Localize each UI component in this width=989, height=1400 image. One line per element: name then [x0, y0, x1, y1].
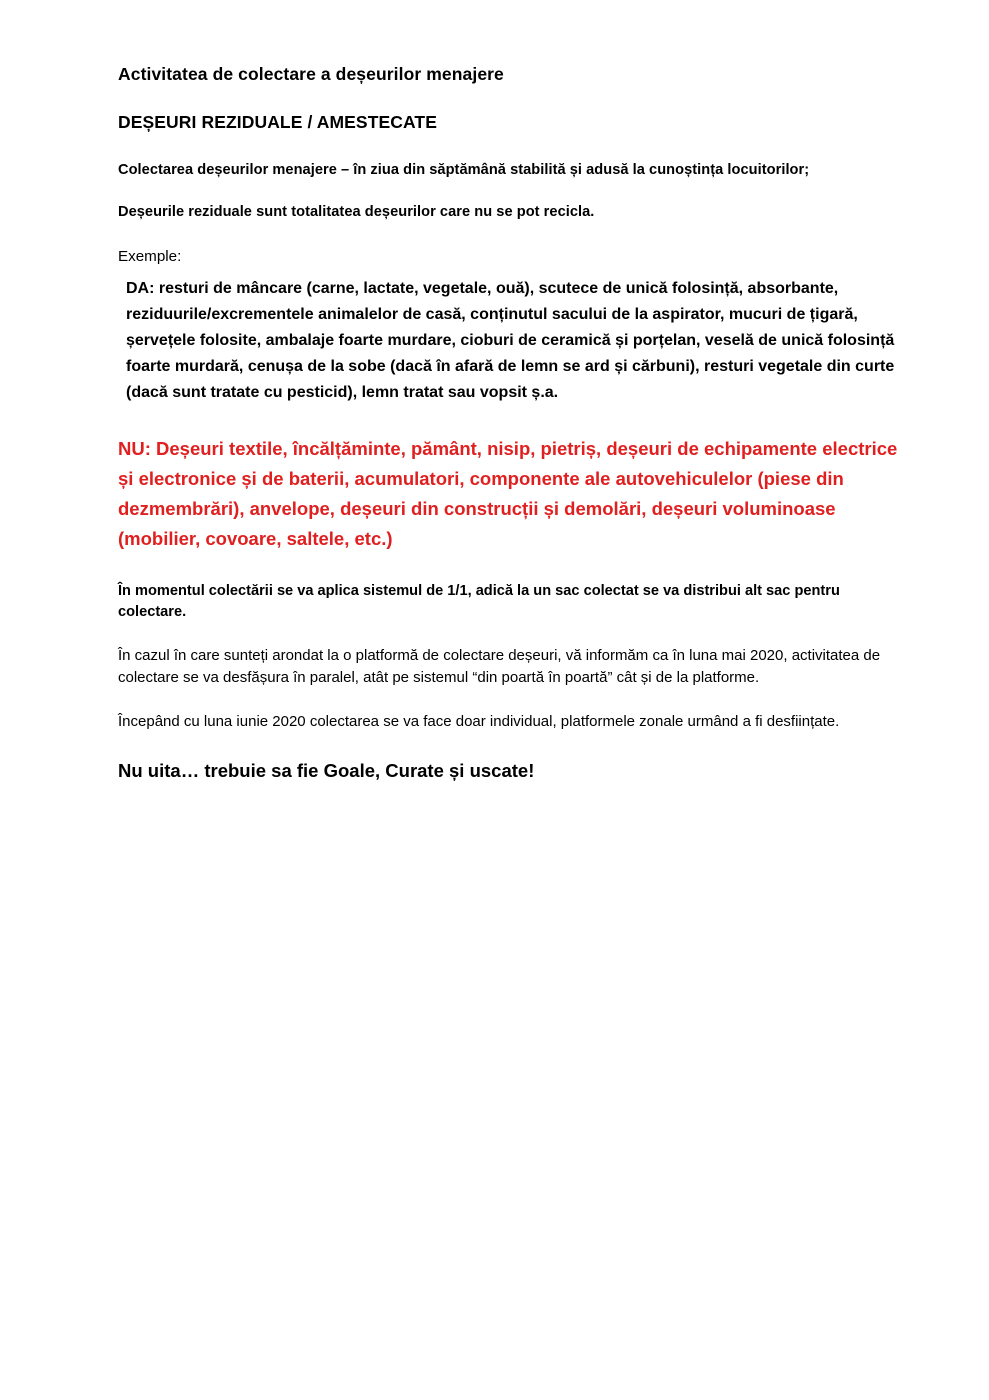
document-body	[118, 64, 898, 783]
closing-reminder: Nu uita… trebuie sa fie Goale, Curate și uscate!	[118, 759, 535, 781]
june-change-paragraph: Începând cu luna iunie 2020 colectarea se va face doar individual, platformele zonale urmând a fi desființate.	[118, 712, 840, 730]
platform-info-paragraph: În cazul în care sunteți arondat la o platformă de colectare deșeuri, vă informăm ca în luna mai 2020, activitatea de colectare se va desfășura în paralel, atât pe sistemul “din poartă în poartă” cât și de la platforme.	[118, 646, 881, 686]
bag-exchange-note: În momentul colectării se va aplica sistemul de 1/1, adică la un sac colectat se va distribui alt sac pentru colectare.	[118, 582, 840, 620]
residual-waste-definition: Deșeurile reziduale sunt totalitatea deșeurilor care nu se pot recicla.	[118, 203, 595, 220]
rejected-waste-list: NU: Deșeuri textile, încălțăminte, pământ, nisip, pietriș, deșeuri de echipamente electrice și electronice și de baterii, acumulatori, componente ale autovehiculelor (piese din dezmembrări), anvelope, deșeuri din construcții și demolări, deșeuri voluminoase (mobilier, covoare, saltele, etc.)	[118, 437, 898, 550]
collection-schedule-text: Colectarea deșeurilor menajere – în ziua din săptămână stabilită și adusă la cunoștința locuitorilor;	[118, 161, 810, 178]
examples-label: Exemple:	[118, 247, 182, 265]
section-heading: DEȘEURI REZIDUALE / AMESTECATE	[118, 111, 437, 132]
accepted-waste-list: DA: resturi de mâncare (carne, lactate, vegetale, ouă), scutece de unică folosință, absorbante, reziduurile/excrementele animalelor de casă, conținutul sacului de la aspirator, mucuri de țigară, șervețele folosite, ambalaje foarte murdare, cioburi de ceramică și porțelan, veselă de unică folosință foarte murdară, cenușa de la sobe (dacă în afară de lemn se ard și cărbuni), resturi vegetale din curte (dacă sunt tratate cu pesticid), lemn tratat sau vopsit ș.a.	[126, 280, 895, 402]
page-title: Activitatea de colectare a deșeurilor menajere	[118, 64, 504, 84]
